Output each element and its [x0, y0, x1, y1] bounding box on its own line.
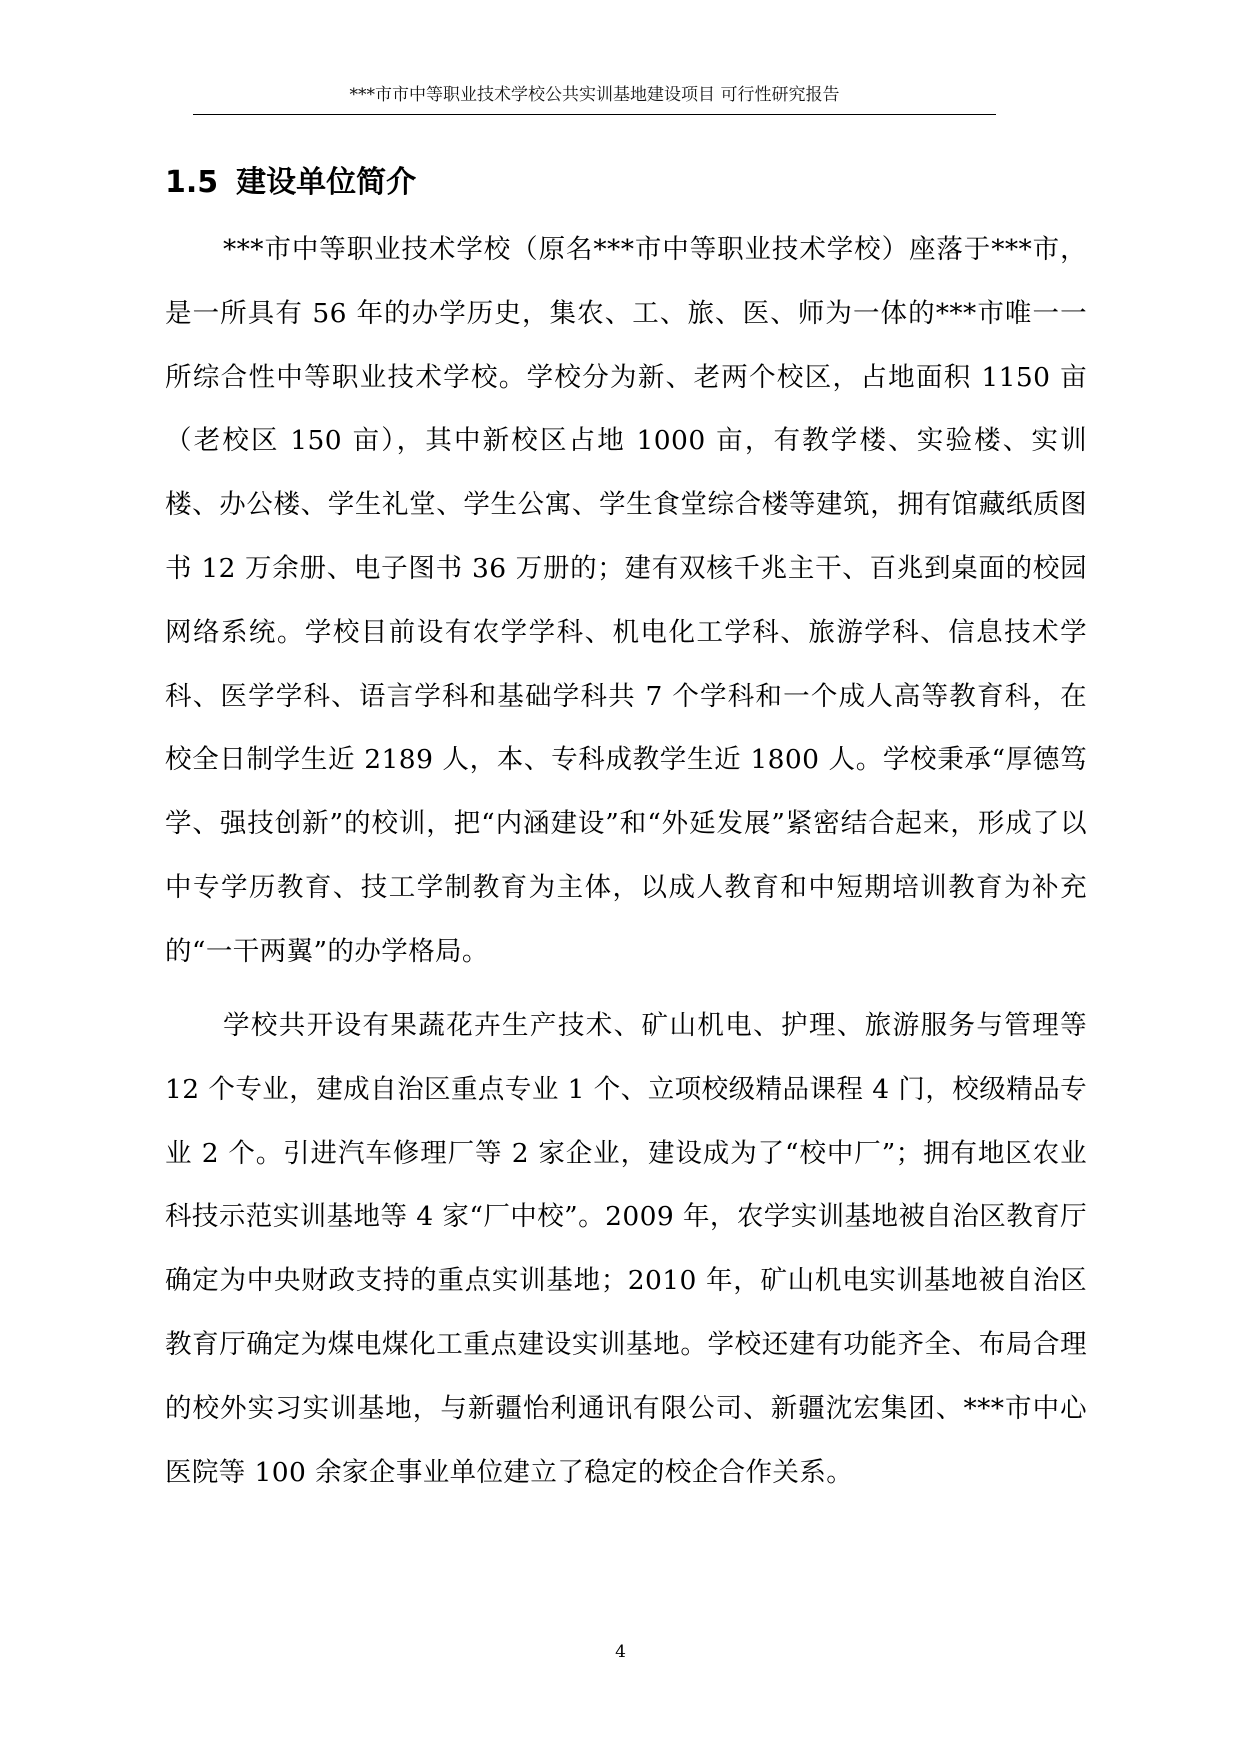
section-title: 建设单位简介 — [236, 165, 417, 200]
body-paragraph-2: 学校共开设有果蔬花卉生产技术、矿山机电、护理、旅游服务与管理等 12 个专业，建成自治区重点专业 1 个、立项校级精品课程 4 门，校级精品专业 2 个。引进汽车修理厂等 2 家企业，建设成为了“校中厂”；拥有地区农业科技示范实训基地等 4 家“厂中校”。2009 年，农学实训基地被自治区教育厅确定为中央财政支持的重点实训基地；2010 年，矿山机电实训基地被自治区教育厅确定为煤电煤化工重点建设实训基地。学校还建有功能齐全、布局合理的校外实习实训基地，与新疆怡利通讯有限公司、新疆沈宏集团、***市中心医院等 100 余家企事业单位建立了稳定的校企合作关系。 — [165, 1010, 1087, 1488]
body-paragraph-1: ***市中等职业技术学校（原名***市中等职业技术学校）座落于***市，是一所具有 56 年的办学历史，集农、工、旅、医、师为一体的***市唯一一所综合性中等职业技术学校。学校分为新、老两个校区，占地面积 1150 亩（老校区 150 亩），其中新校区占地 1000 亩，有教学楼、实验楼、实训楼、办公楼、学生礼堂、学生公寓、学生食堂综合楼等建筑，拥有馆藏纸质图书 12 万余册、电子图书 36 万册的；建有双核千兆主干、百兆到桌面的校园网络系统。学校目前设有农学学科、机电化工学科、旅游学科、信息技术学科、医学学科、语言学科和基础学科共 7 个学科和一个成人高等教育科，在校全日制学生近 2189 人，本、专科成教学生近 1800 人。学校秉承“厚德笃学、强技创新”的校训，把“内涵建设”和“外延发展”紧密结合起来，形成了以中专学历教育、技工学制教育为主体，以成人教育和中短期培训教育为补充的“一干两翼”的办学格局。 — [165, 234, 1087, 967]
section-number: 1.5 — [165, 165, 219, 200]
page-number: 4 — [615, 1642, 626, 1662]
header-rule — [193, 114, 996, 115]
section-heading — [165, 163, 416, 203]
page-header: ***市市中等职业技术学校公共实训基地建设项目 可行性研究报告 — [349, 85, 840, 105]
